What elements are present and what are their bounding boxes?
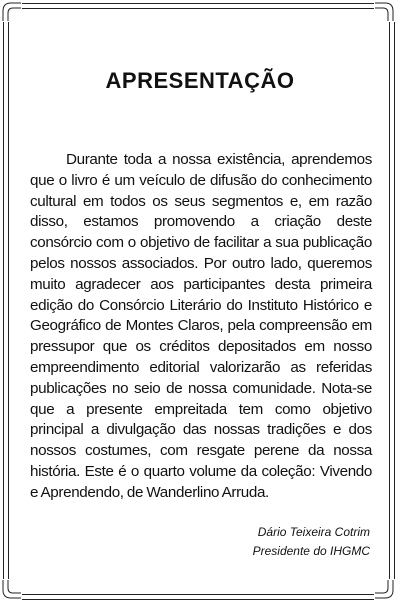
corner-ornament-top-right [374, 0, 396, 22]
body-paragraph: Durante toda a nossa existência, aprendemos que o livro é um veículo de difusão do conhecimento cultural em todos os seus segmentos e, em razão disso, estamos promovendo a criação deste consórcio com o objetivo de facilitar a sua publicação pelos nossos associados. Por outro lado, queremos muito agradecer aos participantes desta primeira edição do Consórcio Literário do Instituto Histórico e Geográfico de Montes Claros, pela compreensão em pressupor que os créditos depositados em nosso empreendimento editorial valorizarão as referidas publicações no seio de nossa comunidade. Nota-se que a presente empreitada tem como objetivo principal a divulgação das nossas tradições e dos nossos costumes, com resgate perene da nossa história. Este é o quarto volume da coleção: Vivendo e Aprendendo, de Wanderlino Arruda. [30, 151, 372, 501]
page-title: APRESENTAÇÃO [105, 68, 295, 93]
signature-block [253, 523, 370, 561]
corner-ornament-top-left [0, 0, 22, 22]
corner-ornament-bottom-left [0, 579, 22, 601]
corner-ornament-bottom-right [374, 579, 396, 601]
signature-name: Dário Teixeira Cotrim [257, 525, 370, 539]
signature-role: Presidente do IHGMC [252, 544, 370, 558]
